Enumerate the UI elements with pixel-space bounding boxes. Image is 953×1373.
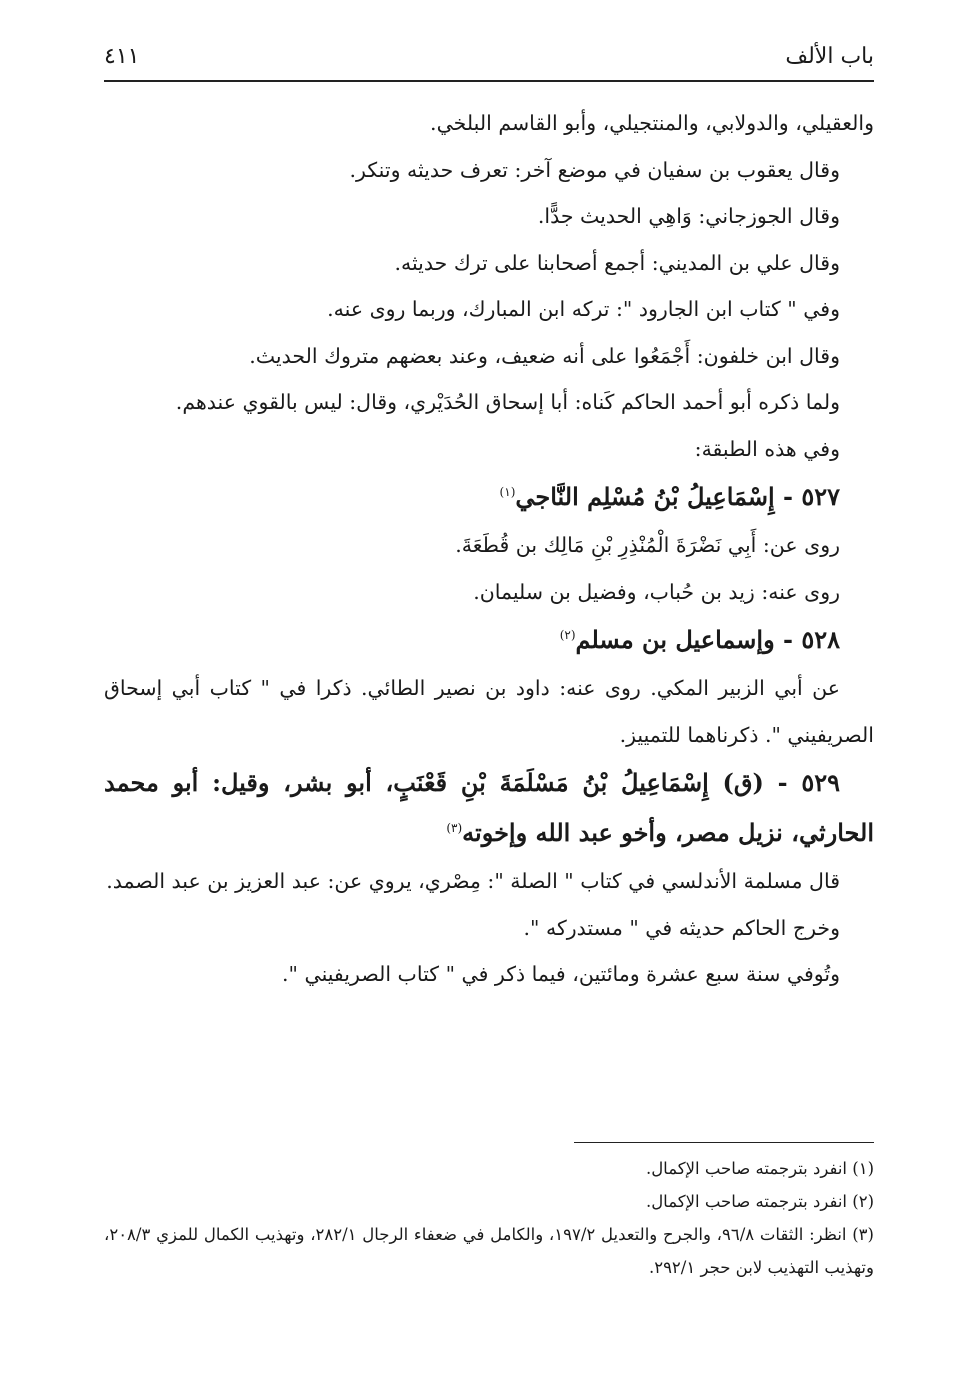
- footnote-text: انظر: الثقات ٩٦/٨، والجرح والتعديل ١٩٧/٢، والكامل في ضعفاء الرجال ٢٨٢/١، وتهذيب الكمال للمزي ٢٠٨/٣، وتهذيب التهذيب لابن حجر ٢٩٢/١.: [104, 1225, 874, 1277]
- paragraph: وفي " كتاب ابن الجارود ": تركه ابن المبارك، وربما روى عنه.: [327, 297, 840, 321]
- footnote-divider: [574, 1142, 874, 1143]
- paragraph: ولما ذكره أبو أحمد الحاكم كَناه: أبا إسحاق الحُدَيْري، وقال: ليس بالقوي عندهم.: [175, 390, 840, 414]
- footnote-ref[interactable]: (١): [499, 485, 516, 499]
- footnote-text: انفرد بترجمته صاحب الإكمال.: [645, 1159, 847, 1178]
- footnote-ref[interactable]: (٢): [559, 628, 576, 642]
- footnote-item: [104, 1185, 874, 1218]
- paragraph: وقال ابن خلفون: أَجْمَعُوا على أنه ضعيف، وعند بعضهم متروك الحديث.: [249, 343, 840, 368]
- paragraph: وقال يعقوب بن سفيان في موضع آخر: تعرف حديثه وتنكر.: [349, 157, 840, 182]
- entry-heading-text: ٥٢٨ - وإسماعيل بن مسلم: [575, 625, 840, 654]
- paragraph: وقال الجوزجاني: وَاهِي الحديث جدًّا.: [537, 204, 840, 228]
- footnotes: [104, 1152, 874, 1284]
- footnote-item: [104, 1218, 874, 1284]
- footnote-number: (٣): [852, 1225, 874, 1244]
- footnote-item: [104, 1152, 874, 1185]
- entry-line: وخرج الحاكم حديثه في " مستدركه ".: [523, 915, 840, 940]
- entry-line: روى عنه: زيد بن حُباب، وفضيل بن سليمان.: [473, 579, 840, 604]
- entry-heading-text: ٥٢٧ - إِسْمَاعِيلُ بْنُ مُسْلِم النَّاجي: [515, 482, 840, 511]
- page-header: [104, 40, 874, 82]
- entry-heading-529: [104, 758, 874, 858]
- entry-heading-527: [104, 472, 874, 522]
- page-number: ٤١١: [104, 44, 140, 69]
- main-text: [104, 100, 874, 998]
- entry-line: روى عن: أَبِي نَضْرَةَ الْمُنْذِرِ بْنِ مَالِك بن قُطَعَةَ.: [455, 533, 840, 557]
- footnote-number: (٢): [852, 1192, 874, 1211]
- chapter-title: باب الألف: [785, 44, 874, 69]
- paragraph: والعقيلي، والدولابي، والمنتجيلي، وأبو القاسم البلخي.: [430, 111, 874, 135]
- paragraph: وفي هذه الطبقة:: [694, 436, 840, 461]
- footnote-text: انفرد بترجمته صاحب الإكمال.: [645, 1192, 847, 1211]
- paragraph: وقال علي بن المديني: أجمع أصحابنا على ترك حديثه.: [394, 250, 840, 275]
- footnote-ref[interactable]: (٣): [446, 821, 463, 835]
- entry-line: وتُوفي سنة سبع عشرة ومائتين، فيما ذكر في " كتاب الصريفيني ".: [282, 962, 840, 986]
- book-page: [104, 40, 874, 1340]
- entry-heading-text: ٥٢٩ - (ق) إِسْمَاعِيلُ بْنُ مَسْلَمَةَ بْنِ قَعْنَبٍ، أبو بشر، وقيل: أبو محمد الحارثي، نزيل مصر، وأخو عبد الله وإخوته: [104, 768, 874, 847]
- entry-line: عن أبي الزبير المكي. روى عنه: داود بن نصير الطائي. ذكرا في " كتاب أبي إسحاق الصريفيني ". ذكرناهما للتمييز.: [104, 676, 874, 747]
- footnote-number: (١): [852, 1159, 874, 1178]
- entry-heading-528: [104, 615, 874, 665]
- entry-line: قال مسلمة الأندلسي في كتاب " الصلة ": مِصْري، يروي عن: عبد العزيز بن عبد الصمد.: [106, 869, 840, 893]
